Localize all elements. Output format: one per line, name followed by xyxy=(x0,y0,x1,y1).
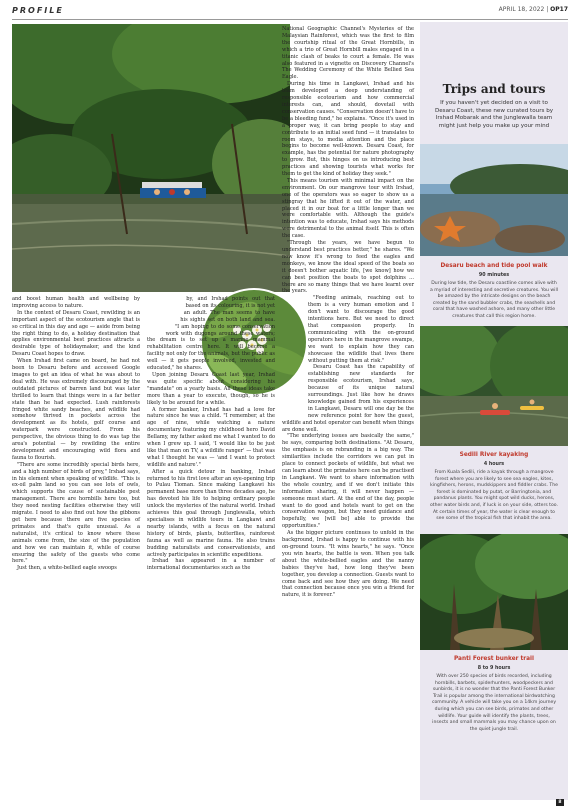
paragraph: Desaru Coast has the capability of establishing new standards for responsible ecotourism, Irshad says, because of its unique natural surroundings. Just like how he draws knowledge gained from his experiences in Langkawi, Desaru will one day be the new reference point for how the guest, wildlife and hotel operator can benefit when things are done well. xyxy=(282,364,414,433)
paragraph: "Feeding animals, reaching out to them is a very human emotion and I don't want to discourage the good intentions here. But we need to direct that compassion properly. In communicating with the on-ground operators here in the mangrove swamps, we want to explain how they can showcase the wildlife that lives there without putting them at risk." xyxy=(308,295,414,364)
trip-title: Desaru beach and tide pool walk xyxy=(440,263,548,269)
sidebar-intro: If you haven't yet decided on a visit to Desaru Coast, these new curated tours by Irshad Mobarak and the Junglewalla team might just help you make up your mind xyxy=(434,100,554,129)
kayak-photo xyxy=(420,326,568,446)
forest-trail-photo xyxy=(420,534,568,650)
paragraph: When Irshad first came on board, he had not been to Desaru before and accessed Google images to get an idea of what he was about to deal with. He was extremely discouraged by the outdated pictures of barren land but was later thrilled to learn that things were in a far better state than he had expected. Lush rainforests fringed white sandy beaches, and wildlife had somehow thrived in pockets across the development as its hotels, golf course and waterpark were constructed. From his perspective, the obvious thing to do was tap the area's potential — by rewilding the entire development and encouraging wild flora and fauna to flourish. xyxy=(12,358,140,461)
paragraph: "There are some incredibly special birds here, and a high number of birds of prey," Irshad says, in his element when speaking of wildlife. "This is ex-oil palm land so you can see lots of owls, which supports the cause of sustainable pest management. There are hornbills here too, but they need nesting facilities otherwise they will migrate. I need to also find out how the gibbons get here because there are five species of primates and that's quite unusual. As a naturalist, it's critical to know where these animals come from, the size of the population and how we can maintain it, while of course ensuring the safety of the guests who come here." xyxy=(12,461,140,565)
sidebar-title: Trips and tours xyxy=(442,82,546,96)
beach-photo xyxy=(420,144,568,256)
article-column-3 xyxy=(282,26,414,599)
paragraph: A former banker, Irshad has had a love for nature since he was a child. "I remember, at the age of nine, while watching a nature documentary featuring my childhood hero David Bellamy, my father asked me what I wanted to do when I grew up. I said, 'I would like to be just like that man on TV, a wildlife ranger' — that was what I thought he was — 'and I want to protect wildlife and nature'." xyxy=(147,406,275,468)
boat-tour-photo xyxy=(12,24,290,292)
article-column-1 xyxy=(12,296,140,572)
section-label: PROFILE xyxy=(12,6,64,15)
trip-description: From Kuala Sedili, ride a kayak through a mangrove forest where you are likely to see sea eagles, kites, kingfishers, herons, mudskippers and fiddler crabs. The forest is dominated by putat, or Barringtonia, and pandanus plants. You might spot wild ducks, herons, other water birds and, if luck is on your side, otters too. At certain times of year, the water is clear enough to see some of the tropical fish that inhabit the area. xyxy=(430,470,558,522)
paragraph: and boost human health and wellbeing by improving access to nature. xyxy=(12,296,140,309)
paragraph: After a quick detour in banking, Irshad returned to his first love after an eye-opening trip to Pulau Tioman. Since making Langkawi his permanent base more than three decades ago, he has devoted his life to helping ordinary people unlock the mysteries of the natural world. Irshad achieves this goal through Junglewalla, which specialises in wildlife tours in Langkawi and nearby islands, with a focus on the natural history of birds, plants, butterflies, rainforest fauna as well as marine fauna. He also trains budding naturalists and conservationists, and actively participates in scientific expeditions. xyxy=(147,468,275,558)
paragraph: During his time in Langkawi, Irshad and his team developed a deep understanding of responsible ecotourism and how commercial interests can, and should, dovetail with conservation causes. "Conservation doesn't have to be a bleeding fund," he explains. "Once it's used in a proper way, it can bring people to stay and contribute to an initial seed fund — it translates to room stays, to media attention and the place begins to become well-known. Desaru Coast, for example, has the potential for nature photography to grow. But, this hinges on us introducing best practices and showing tourists what works for them to get the kind of holiday they seek." xyxy=(282,81,414,178)
paragraph: Irshad has appeared in a number of international documentaries such as the xyxy=(147,558,275,572)
trip-description: During low tide, the Desaru coastline comes alive with a myriad of interesting and secretive creatures. You will be amazed by the intricate designs on the beach created by the sand bubbler crabs, the seashells and coral that have washed ashore, and many other little creatures that call this region home. xyxy=(430,281,559,319)
trips-sidebar xyxy=(420,22,568,800)
trip-duration: 4 hours xyxy=(483,462,505,467)
paragraph: Upon joining Desaru Coast last year, Irshad was quite specific about considering his "mandate" on a yearly basis. All these ideas take more than a year to execute, though, so he is likely to be around for a while. xyxy=(147,371,275,406)
issue-date: APRIL 18, 2022 | OP17 xyxy=(498,6,568,13)
paragraph: National Geographic Channel's Mysteries of the Malaysian Rainforest, which was the first to film the courtship ritual of the Great Hornbills, in which a trio of Great Hornbill males engaged in a titanic clash of beaks to court a female. He was also featured in a vignette on Discovery Channel's The Wedding Ceremony of the White Bellied Sea Eagle. xyxy=(282,26,414,81)
paragraph: by, and Irshad points out that based on its colouring, it is not yet an adult. The man seems to have his sights set on both land and sea. "I am hoping to do some conservation work with dugongs around these waters; the dream is to set up a marine mammal rehabilitation centre here. It will become a facility not only for the animals, but the public as well — it gets people involved, invested and educated," he shares. xyxy=(147,296,275,372)
trip-description: With over 250 species of birds recorded, including hornbills, barbets, spiderhunters, woodpeckers and sunbirds, it is no wonder that the Panti Forest Bunker Trail is popular among the international birdwatching community. A vehicle will take you on a 14km journey during which you can see birds, primates and other wildlife. Your guide will identify the plants, trees, insects and small mammals you may chance upon on the quiet jungle trail. xyxy=(431,674,557,732)
page-header xyxy=(0,0,580,22)
paragraph: In the context of Desaru Coast, rewilding is an important aspect of the ecotourism angle that is so critical in this day and age — aside from being the right thing to do, a holiday destination that applies environmental best practices attracts a desirable type of holidaymaker, and the kind Desaru Coast hopes to draw. xyxy=(12,309,140,358)
paragraph: "The underlying issues are basically the same," he says, comparing both destinations. "At Desaru, the emphasis is on rebranding in a big way. The similarities include the corridors we can put in place to connect pockets of wildlife, but what we can learn about the primates here can be practised in Langkawi. We want to share information with the whole country, and if we don't initiate this information sharing, it will never happen — someone must start. At the end of the day, people want to do good and hotels want to get on the conservation wagon, but they need guidance and hopefully, we [will be] able to provide the opportunities." xyxy=(282,433,414,530)
paragraph: As the bigger picture continues to unfold in the background, Irshad is happy to continue with his on-ground tours. "It wins hearts," he says. "Once you win hearts, the battle is won. When you talk about the white-bellied eagles and the nanny babies they've had, how long they've been together, you develop a connection. Guests want to come back and see how they are doing. We need that connection because once you win a friend for nature, it is forever." xyxy=(282,530,414,599)
trip-duration: 90 minutes xyxy=(478,273,510,278)
paragraph: "Through the years, we have begun to understand best practices better," he shares. "We now know it's wrong to feed the eagles and monkeys, we know the ideal speed of the boats so it doesn't bother aquatic life, [we know] how we can best position the boats to spot dolphins ... there are so many things that we have learnt over the years. xyxy=(282,240,414,295)
paragraph: This means tourism with minimal impact on the environment. On our mangrove tour with Irshad, one of the operators was so eager to show us a stingray that he lifted it out of the water, and placed it in our boat for a little longer than we were comfortable with. Although the guide's intention was to educate, Irshad says his methods were detrimental to the animal itself. This is often the case. xyxy=(282,177,414,240)
trip-title: Panti Forest bunker trail xyxy=(453,656,535,662)
trip-duration: 8 to 9 hours xyxy=(477,666,511,671)
page-number: 8 xyxy=(556,799,564,806)
paragraph: Just then, a white-bellied eagle swoops xyxy=(17,565,117,572)
article-column-2 xyxy=(147,296,275,572)
header-rule xyxy=(12,19,568,20)
trip-title: Sedili River kayaking xyxy=(459,452,529,458)
